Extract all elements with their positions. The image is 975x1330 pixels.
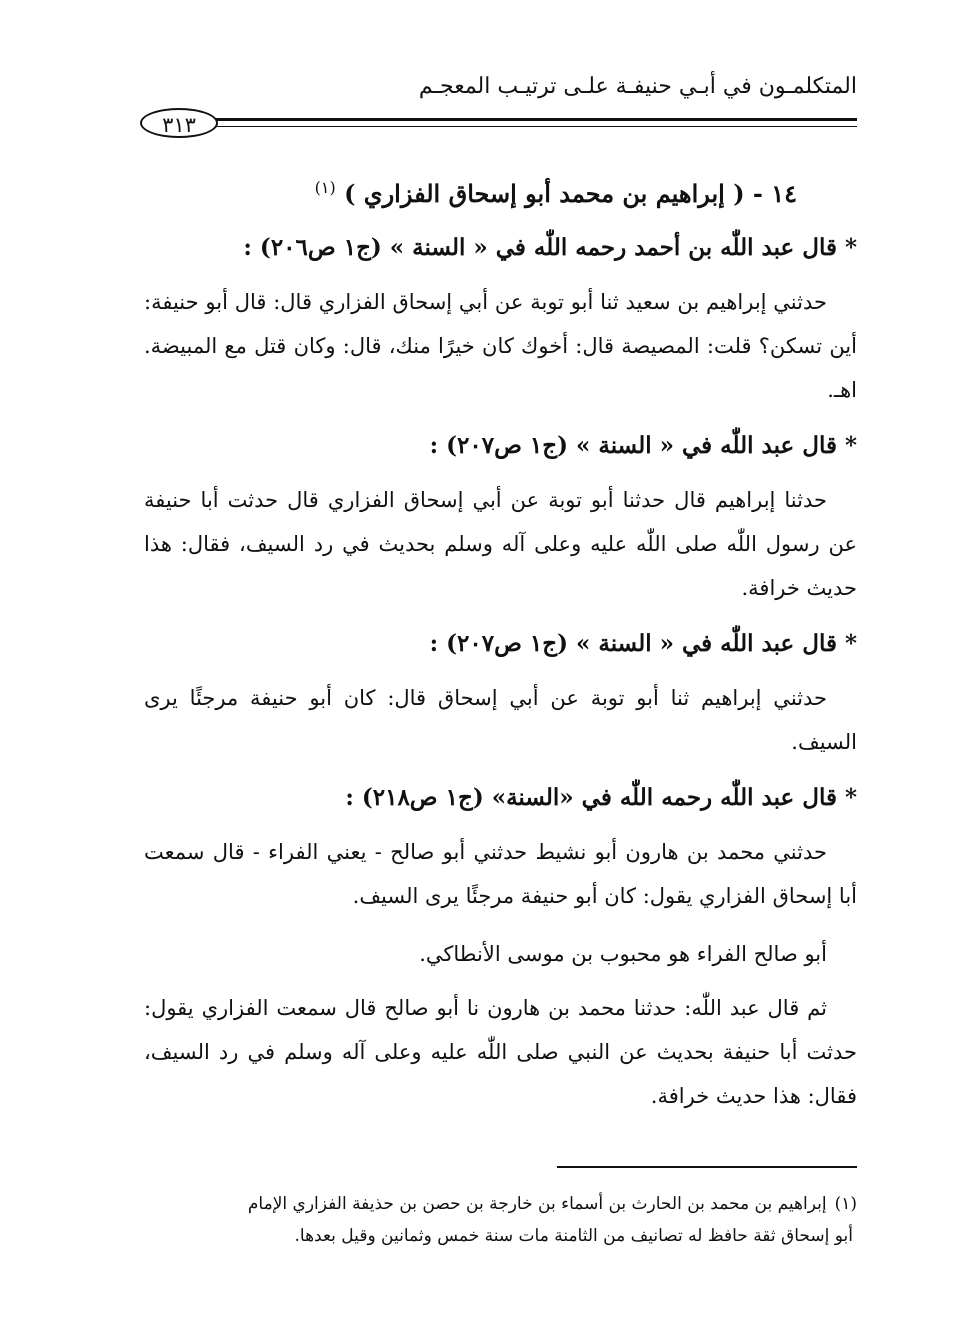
header-rule — [215, 118, 857, 127]
source-citation: * قال عبد اللّٰه رحمه اللّٰه في «السنة» (ج١ ص٢١٨) : — [345, 784, 857, 811]
main-text — [144, 168, 857, 1132]
footnote-line-2: أبو إسحاق ثقة حافظ له تصانيف من الثامنة مات سنة خمس وثمانين وقيل بعدها. — [294, 1226, 853, 1246]
source-citation: * قال عبد اللّٰه في « السنة » (ج١ ص٢٠٧) : — [429, 432, 857, 459]
source-citation: * قال عبد اللّٰه في « السنة » (ج١ ص٢٠٧) : — [429, 630, 857, 657]
footnote-reference: (١) — [314, 178, 336, 197]
footnote — [144, 1188, 857, 1252]
closing-paragraph: ثم قال عبد اللّٰه: حدثنا محمد بن هارون نا أبو صالح قال سمعت الفزاري يقول: حدثت أبا حنيفة بحديث عن النبي صلى اللّٰه عليه وعلى آله وسلم في رد السيف، فقال: هذا حديث خرافة. — [144, 996, 857, 1108]
narration-paragraph: حدثني إبراهيم ثنا أبو توبة عن أبي إسحاق قال: كان أبو حنيفة مرجئًا يرى السيف. — [144, 686, 857, 754]
entry-title — [144, 168, 797, 214]
footnote-line-1: إبراهيم بن محمد بن الحارث بن أسماء بن خارجة بن حصن بن حذيفة الفزاري الإمام — [247, 1194, 827, 1214]
source-citation: * قال عبد اللّٰه بن أحمد رحمه اللّٰه في « السنة » (ج١ ص٢٠٦) : — [243, 234, 857, 261]
footnote-rule — [557, 1166, 857, 1168]
running-title: المتكلمـون في أبـي حنيفـة علـى ترتيـب المعجـم — [418, 74, 857, 99]
narrator-note: أبو صالح الفراء هو محبوب بن موسى الأنطاكي. — [419, 942, 827, 966]
entry-title-text: ١٤ - ( إبراهيم بن محمد أبو إسحاق الفزاري ) — [344, 179, 797, 208]
footnote-number: (١) — [834, 1194, 857, 1214]
narration-paragraph: حدثني إبراهيم بن سعيد ثنا أبو توبة عن أبي إسحاق الفزاري قال: قال أبو حنيفة: أين تسكن؟ قلت: المصيصة قال: أخوك كان خيرًا منك، قال: وكان قتل مع المبيضة. اهـ. — [144, 290, 857, 402]
narration-paragraph: حدثني محمد بن هارون أبو نشيط حدثني أبو صالح - يعني الفراء - قال سمعت أبا إسحاق الفزاري يقول: كان أبو حنيفة مرجئًا يرى السيف. — [144, 840, 857, 908]
narration-paragraph: حدثنا إبراهيم قال حدثنا أبو توبة عن أبي إسحاق الفزاري قال حدثت أبا حنيفة عن رسول اللّٰه صلى اللّٰه عليه وعلى آله وسلم بحديث في رد السيف، فقال: هذا حديث خرافة. — [144, 488, 857, 600]
page-number: ٣١٣ — [140, 108, 218, 138]
